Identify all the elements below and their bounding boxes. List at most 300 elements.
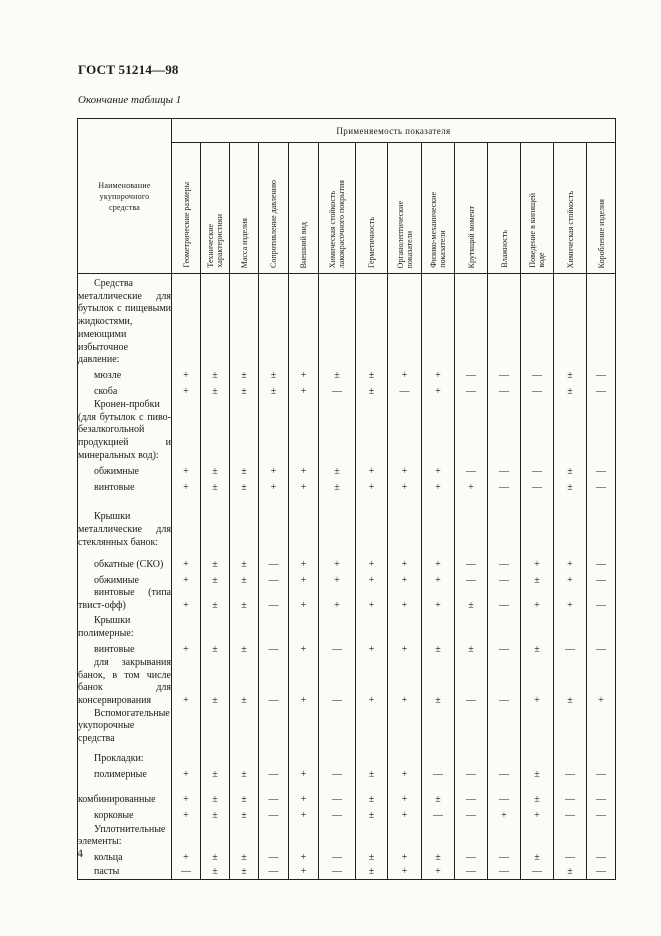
- table-row: [78, 549, 616, 571]
- applicability-mark: [488, 708, 521, 746]
- applicability-mark: —: [587, 549, 616, 571]
- applicability-mark: [521, 823, 554, 849]
- table-row: [78, 278, 616, 367]
- applicability-mark: [587, 708, 616, 746]
- table-row: [78, 478, 616, 494]
- column-header-label: Крутящий момент: [466, 205, 476, 268]
- row-name: обжимные: [94, 465, 139, 477]
- applicability-mark: —: [172, 865, 201, 880]
- applicability-mark: [554, 278, 587, 367]
- applicability-mark: +: [289, 865, 319, 880]
- applicability-mark: +: [172, 367, 201, 383]
- applicability-mark: +: [172, 641, 201, 657]
- applicability-mark: +: [319, 571, 356, 587]
- applicability-mark: [587, 278, 616, 367]
- applicability-mark: [172, 613, 201, 641]
- applicability-mark: [422, 823, 455, 849]
- applicability-mark: ±: [356, 367, 388, 383]
- column-header-label: Физико-механические показатели: [429, 192, 447, 268]
- row-name: обкатные (СКО): [94, 558, 164, 570]
- applicability-mark: [319, 399, 356, 463]
- applicability-mark: ±: [230, 478, 259, 494]
- applicability-mark: [172, 278, 201, 367]
- applicability-mark: [455, 399, 488, 463]
- applicability-mark: +: [422, 587, 455, 612]
- row-name-cell: [78, 399, 172, 463]
- applicability-mark: —: [554, 849, 587, 865]
- applicability-mark: ±: [554, 865, 587, 880]
- applicability-mark: —: [587, 462, 616, 478]
- page-number: 4: [77, 846, 83, 860]
- applicability-mark: +: [388, 587, 422, 612]
- applicability-mark: ±: [201, 571, 230, 587]
- applicability-mark: [259, 399, 289, 463]
- applicability-mark: +: [422, 571, 455, 587]
- applicability-mark: +: [172, 849, 201, 865]
- applicability-mark: +: [356, 571, 388, 587]
- column-header: [319, 143, 356, 274]
- applicability-mark: +: [388, 549, 422, 571]
- applicability-mark: [521, 613, 554, 641]
- applicability-mark: —: [259, 641, 289, 657]
- applicability-mark: [356, 613, 388, 641]
- row-name-cell: [78, 367, 172, 383]
- applicability-mark: —: [455, 571, 488, 587]
- applicability-mark: +: [356, 657, 388, 708]
- column-header-label: Коробление изделия: [596, 198, 606, 268]
- applicability-mark: ±: [230, 849, 259, 865]
- applicability-mark: +: [319, 587, 356, 612]
- column-header: [289, 143, 319, 274]
- applicability-mark: —: [587, 367, 616, 383]
- applicability-mark: [201, 746, 230, 766]
- applicability-mark: ±: [230, 549, 259, 571]
- applicability-mark: ±: [356, 807, 388, 823]
- row-name-cell: [78, 746, 172, 766]
- row-name-cell: [78, 462, 172, 478]
- applicability-mark: —: [554, 641, 587, 657]
- applicability-mark: [521, 746, 554, 766]
- applicability-mark: ±: [422, 641, 455, 657]
- applicability-mark: ±: [230, 641, 259, 657]
- row-name-cell: [78, 478, 172, 494]
- applicability-mark: +: [289, 782, 319, 807]
- applicability-mark: +: [388, 571, 422, 587]
- table-row: [78, 746, 616, 766]
- applicability-mark: [319, 823, 356, 849]
- applicability-mark: —: [554, 782, 587, 807]
- applicability-mark: +: [172, 383, 201, 399]
- row-name: Уплотнительные элементы:: [78, 823, 166, 848]
- applicability-mark: +: [172, 807, 201, 823]
- column-header-label: Герметичность: [367, 216, 376, 268]
- applicability-mark: —: [319, 657, 356, 708]
- applicability-mark: —: [488, 478, 521, 494]
- applicability-mark: +: [289, 641, 319, 657]
- applicability-mark: +: [521, 657, 554, 708]
- applicability-mark: ±: [230, 766, 259, 782]
- applicability-mark: +: [554, 571, 587, 587]
- row-name-cell: [78, 865, 172, 880]
- applicability-mark: [422, 399, 455, 463]
- applicability-mark: [521, 278, 554, 367]
- applicability-mark: [488, 399, 521, 463]
- applicability-mark: [455, 746, 488, 766]
- applicability-mark: +: [172, 657, 201, 708]
- applicability-mark: [289, 746, 319, 766]
- row-name-cell: [78, 383, 172, 399]
- applicability-mark: +: [172, 478, 201, 494]
- applicability-mark: [289, 494, 319, 549]
- applicability-mark: ±: [521, 641, 554, 657]
- applicability-mark: [488, 278, 521, 367]
- row-name-cell: [78, 641, 172, 657]
- applicability-mark: ±: [521, 571, 554, 587]
- applicability-mark: [488, 494, 521, 549]
- applicability-mark: [455, 823, 488, 849]
- applicability-mark: —: [554, 807, 587, 823]
- applicability-mark: [201, 708, 230, 746]
- applicability-mark: —: [259, 549, 289, 571]
- applicability-mark: —: [521, 478, 554, 494]
- column-header-label: Масса изделия: [239, 217, 249, 268]
- applicability-mark: [455, 494, 488, 549]
- applicability-mark: [289, 278, 319, 367]
- table-row: [78, 587, 616, 612]
- applicability-mark: —: [488, 549, 521, 571]
- applicability-mark: —: [521, 462, 554, 478]
- applicability-mark: ±: [230, 865, 259, 880]
- applicability-mark: +: [356, 478, 388, 494]
- table-row: [78, 494, 616, 549]
- applicability-mark: —: [587, 571, 616, 587]
- applicability-mark: [259, 613, 289, 641]
- row-name: для закрывания банок, в том числе банок для консервирования: [78, 656, 171, 706]
- column-header: [259, 143, 289, 274]
- applicability-mark: [259, 278, 289, 367]
- applicability-mark: [554, 399, 587, 463]
- applicability-mark: [319, 708, 356, 746]
- applicability-mark: ±: [422, 782, 455, 807]
- applicability-mark: +: [422, 478, 455, 494]
- document-title: ГОСТ 51214—98: [78, 62, 179, 77]
- row-name-cell: [78, 766, 172, 782]
- applicability-mark: [289, 613, 319, 641]
- table-row: [78, 865, 616, 880]
- applicability-mark: ±: [201, 383, 230, 399]
- row-name: Прокладки:: [94, 753, 144, 765]
- applicability-mark: +: [172, 571, 201, 587]
- applicability-mark: ±: [422, 657, 455, 708]
- applicability-mark: —: [587, 383, 616, 399]
- applicability-mark: +: [388, 657, 422, 708]
- row-name: Средства металлические для бутылок с пищевыми жидкостями, имеющими избыточное давление:: [78, 278, 171, 366]
- applicability-mark: ±: [201, 657, 230, 708]
- applicability-mark: [422, 278, 455, 367]
- table-row: [78, 462, 616, 478]
- table-row: [78, 399, 616, 463]
- applicability-mark: [201, 613, 230, 641]
- applicability-mark: [388, 399, 422, 463]
- table-row: [78, 782, 616, 807]
- applicability-mark: —: [455, 807, 488, 823]
- applicability-mark: ±: [554, 478, 587, 494]
- applicability-mark: —: [259, 782, 289, 807]
- row-name-cell: [78, 278, 172, 367]
- row-name-cell: [78, 549, 172, 571]
- applicability-mark: ±: [201, 849, 230, 865]
- applicability-mark: [388, 823, 422, 849]
- row-name: комбинированные: [78, 794, 156, 806]
- applicability-mark: —: [455, 849, 488, 865]
- applicability-mark: [488, 823, 521, 849]
- applicability-mark: —: [587, 641, 616, 657]
- row-name-cell: [78, 708, 172, 746]
- applicability-mark: [319, 494, 356, 549]
- applicability-mark: —: [488, 641, 521, 657]
- applicability-mark: [230, 708, 259, 746]
- applicability-mark: [554, 708, 587, 746]
- column-header: [356, 143, 388, 274]
- row-name: Вспомогательные укупорочные средства: [78, 707, 170, 745]
- applicability-mark: [259, 494, 289, 549]
- table-row: [78, 849, 616, 865]
- applicability-mark: +: [356, 641, 388, 657]
- applicability-mark: +: [521, 549, 554, 571]
- applicability-mark: +: [289, 657, 319, 708]
- applicability-mark: ±: [319, 462, 356, 478]
- applicability-mark: +: [172, 766, 201, 782]
- applicability-mark: ±: [201, 766, 230, 782]
- applicability-mark: ±: [230, 571, 259, 587]
- applicability-mark: —: [455, 657, 488, 708]
- applicability-mark: —: [455, 782, 488, 807]
- applicability-mark: ±: [319, 367, 356, 383]
- applicability-mark: —: [455, 367, 488, 383]
- applicability-mark: —: [587, 587, 616, 612]
- applicability-mark: [388, 613, 422, 641]
- column-header-label: Геометрические размеры: [181, 182, 191, 268]
- applicability-mark: +: [388, 478, 422, 494]
- row-name-cell: [78, 613, 172, 641]
- applicability-mark: ±: [201, 641, 230, 657]
- applicability-mark: —: [259, 849, 289, 865]
- applicability-mark: —: [319, 865, 356, 880]
- column-header-label: Внешний вид: [299, 221, 308, 268]
- applicability-mark: [319, 613, 356, 641]
- applicability-mark: [488, 746, 521, 766]
- column-header: [230, 143, 259, 274]
- row-name-cell: [78, 782, 172, 807]
- applicability-mark: —: [488, 571, 521, 587]
- applicability-mark: [172, 494, 201, 549]
- applicability-mark: [521, 494, 554, 549]
- applicability-mark: [201, 278, 230, 367]
- applicability-mark: [554, 494, 587, 549]
- applicability-mark: [488, 613, 521, 641]
- applicability-mark: [201, 823, 230, 849]
- applicability-group-header: Применяемость показателя: [172, 119, 616, 143]
- applicability-mark: +: [422, 383, 455, 399]
- applicability-mark: —: [319, 782, 356, 807]
- applicability-mark: +: [172, 782, 201, 807]
- applicability-mark: —: [521, 865, 554, 880]
- row-name: кольца: [94, 852, 123, 864]
- applicability-mark: —: [587, 807, 616, 823]
- applicability-mark: +: [422, 462, 455, 478]
- applicability-mark: +: [289, 766, 319, 782]
- applicability-mark: —: [319, 849, 356, 865]
- row-name-cell: [78, 494, 172, 549]
- applicability-mark: +: [388, 865, 422, 880]
- applicability-mark: +: [356, 462, 388, 478]
- applicability-mark: [455, 613, 488, 641]
- table-row: [78, 807, 616, 823]
- applicability-mark: ±: [422, 849, 455, 865]
- column-header-label: Поведение в кипящей воде: [528, 193, 546, 268]
- column-header-label: Органолептические показатели: [395, 200, 414, 268]
- applicability-mark: [259, 708, 289, 746]
- column-header-label: Сопротивление давлению: [269, 180, 278, 268]
- applicability-mark: ±: [554, 367, 587, 383]
- applicability-mark: [356, 823, 388, 849]
- column-header: [587, 143, 616, 274]
- applicability-mark: ±: [356, 766, 388, 782]
- applicability-mark: +: [554, 587, 587, 612]
- applicability-mark: +: [289, 383, 319, 399]
- applicability-mark: ±: [230, 462, 259, 478]
- applicability-mark: —: [488, 766, 521, 782]
- row-name: Кронен-пробки (для бутылок с пиво-безалкогольной продукцией и минеральных вод):: [78, 398, 171, 461]
- applicability-mark: [289, 823, 319, 849]
- applicability-mark: +: [488, 807, 521, 823]
- applicability-table: [77, 118, 616, 880]
- row-name: скоба: [94, 386, 118, 398]
- table-row: [78, 571, 616, 587]
- row-name-cell: [78, 823, 172, 849]
- applicability-mark: [172, 399, 201, 463]
- applicability-mark: +: [172, 549, 201, 571]
- applicability-mark: +: [455, 478, 488, 494]
- row-name: обжимные: [94, 574, 139, 586]
- column-header: [172, 143, 201, 274]
- applicability-mark: —: [422, 807, 455, 823]
- applicability-mark: +: [422, 865, 455, 880]
- applicability-mark: ±: [356, 865, 388, 880]
- applicability-mark: [356, 708, 388, 746]
- applicability-mark: +: [422, 367, 455, 383]
- applicability-mark: [201, 399, 230, 463]
- applicability-mark: —: [319, 807, 356, 823]
- applicability-mark: ±: [356, 849, 388, 865]
- applicability-mark: +: [356, 587, 388, 612]
- applicability-mark: [587, 494, 616, 549]
- applicability-mark: [201, 494, 230, 549]
- row-name: корковые: [94, 810, 134, 822]
- applicability-mark: [587, 399, 616, 463]
- applicability-mark: [259, 823, 289, 849]
- applicability-mark: [356, 746, 388, 766]
- table-row: [78, 383, 616, 399]
- applicability-mark: ±: [356, 782, 388, 807]
- applicability-mark: [587, 613, 616, 641]
- applicability-mark: ±: [230, 587, 259, 612]
- applicability-mark: —: [455, 549, 488, 571]
- applicability-mark: ±: [319, 478, 356, 494]
- table-row: [78, 657, 616, 708]
- applicability-mark: ±: [230, 782, 259, 807]
- applicability-mark: —: [319, 383, 356, 399]
- applicability-mark: ±: [230, 657, 259, 708]
- applicability-mark: ±: [201, 807, 230, 823]
- applicability-mark: [587, 746, 616, 766]
- column-header-label: Химическая стойкость: [565, 190, 575, 268]
- applicability-mark: —: [488, 462, 521, 478]
- applicability-mark: [172, 746, 201, 766]
- applicability-mark: ±: [259, 383, 289, 399]
- applicability-mark: +: [289, 587, 319, 612]
- applicability-mark: +: [356, 549, 388, 571]
- applicability-mark: +: [289, 478, 319, 494]
- applicability-mark: [554, 746, 587, 766]
- applicability-mark: [230, 613, 259, 641]
- applicability-mark: —: [587, 478, 616, 494]
- applicability-mark: [521, 399, 554, 463]
- applicability-mark: ±: [554, 462, 587, 478]
- applicability-mark: —: [587, 782, 616, 807]
- applicability-mark: [230, 823, 259, 849]
- applicability-mark: +: [388, 849, 422, 865]
- applicability-mark: +: [259, 478, 289, 494]
- applicability-mark: —: [455, 865, 488, 880]
- applicability-mark: [521, 708, 554, 746]
- applicability-mark: ±: [521, 766, 554, 782]
- applicability-mark: [230, 746, 259, 766]
- applicability-mark: —: [455, 383, 488, 399]
- row-name-cell: [78, 849, 172, 865]
- column-header: [455, 143, 488, 274]
- column-header: [422, 143, 455, 274]
- applicability-mark: +: [521, 807, 554, 823]
- table-row: [78, 613, 616, 641]
- applicability-mark: +: [289, 849, 319, 865]
- applicability-mark: ±: [455, 641, 488, 657]
- row-name: винтовые: [94, 481, 135, 493]
- row-name-cell: [78, 587, 172, 612]
- applicability-mark: [455, 708, 488, 746]
- applicability-mark: ±: [554, 383, 587, 399]
- applicability-mark: [356, 494, 388, 549]
- applicability-mark: —: [259, 807, 289, 823]
- table-row: [78, 641, 616, 657]
- applicability-mark: [172, 708, 201, 746]
- applicability-mark: +: [587, 657, 616, 708]
- applicability-mark: ±: [259, 367, 289, 383]
- applicability-mark: —: [488, 782, 521, 807]
- applicability-mark: [587, 823, 616, 849]
- applicability-mark: —: [587, 865, 616, 880]
- applicability-mark: [289, 708, 319, 746]
- applicability-mark: [455, 278, 488, 367]
- applicability-mark: +: [289, 807, 319, 823]
- applicability-mark: +: [289, 367, 319, 383]
- column-header: [201, 143, 230, 274]
- applicability-mark: —: [319, 766, 356, 782]
- applicability-mark: [554, 613, 587, 641]
- column-header: [554, 143, 587, 274]
- applicability-mark: —: [319, 641, 356, 657]
- applicability-mark: ±: [201, 782, 230, 807]
